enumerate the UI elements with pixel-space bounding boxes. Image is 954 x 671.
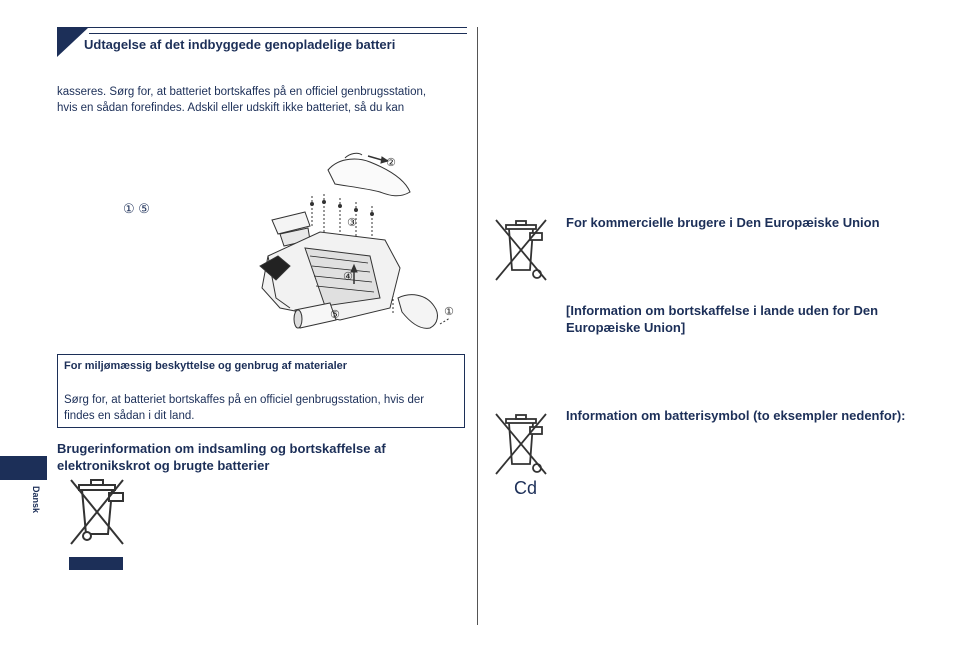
environment-box-line: findes en sådan i dit land. <box>64 410 195 422</box>
section-heading: Udtagelse af det indbyggede genopladelige batteri <box>84 37 396 52</box>
weee-crossed-bin-icon <box>65 476 129 548</box>
intro-line: kasseres. Sørg for, at batteriet bortskaffes på en officiel genbrugsstation, <box>57 86 427 98</box>
disassembly-illustration <box>250 148 465 338</box>
language-tab <box>0 456 47 480</box>
outside-eu-heading: [Information om bortskaffelse i lande uden for Den Europæiske Union] <box>566 303 879 335</box>
crossed-bin-icon <box>492 216 550 284</box>
step-references: ① ⑤ <box>123 201 150 216</box>
callout-2: ② <box>386 156 396 169</box>
callout-3: ③ <box>347 216 357 229</box>
language-label: Dansk <box>31 486 41 514</box>
user-info-heading: Brugerinformation om indsamling og bortskaffelse af elektronikskrot og brugte batterier <box>57 441 386 473</box>
environment-box-text <box>64 392 460 424</box>
intro-line: hvis en sådan forefindes. Adskil eller udskift ikke batteriet, så du kan <box>57 102 405 114</box>
weee-underline-bar <box>69 557 123 570</box>
crossed-bin-cd-icon <box>492 410 550 478</box>
commercial-users-heading: For kommercielle brugere i Den Europæiske Union <box>566 215 880 230</box>
callout-4: ④ <box>343 270 353 283</box>
environment-box-line: Sørg for, at batteriet bortskaffes på en officiel genbrugsstation, hvis der <box>64 394 425 406</box>
column-divider <box>477 27 478 625</box>
cd-symbol-label: Cd <box>514 478 538 498</box>
environment-box-title: For miljømæssig beskyttelse og genbrug af materialer <box>64 360 348 372</box>
callout-1: ① <box>444 305 454 318</box>
heading-rule-bottom <box>89 33 467 34</box>
heading-rule-top <box>57 27 467 28</box>
battery-symbol-heading: Information om batterisymbol (to eksempler nedenfor): <box>566 408 906 423</box>
intro-paragraph <box>57 84 467 116</box>
callout-5: ⑤ <box>330 308 340 321</box>
